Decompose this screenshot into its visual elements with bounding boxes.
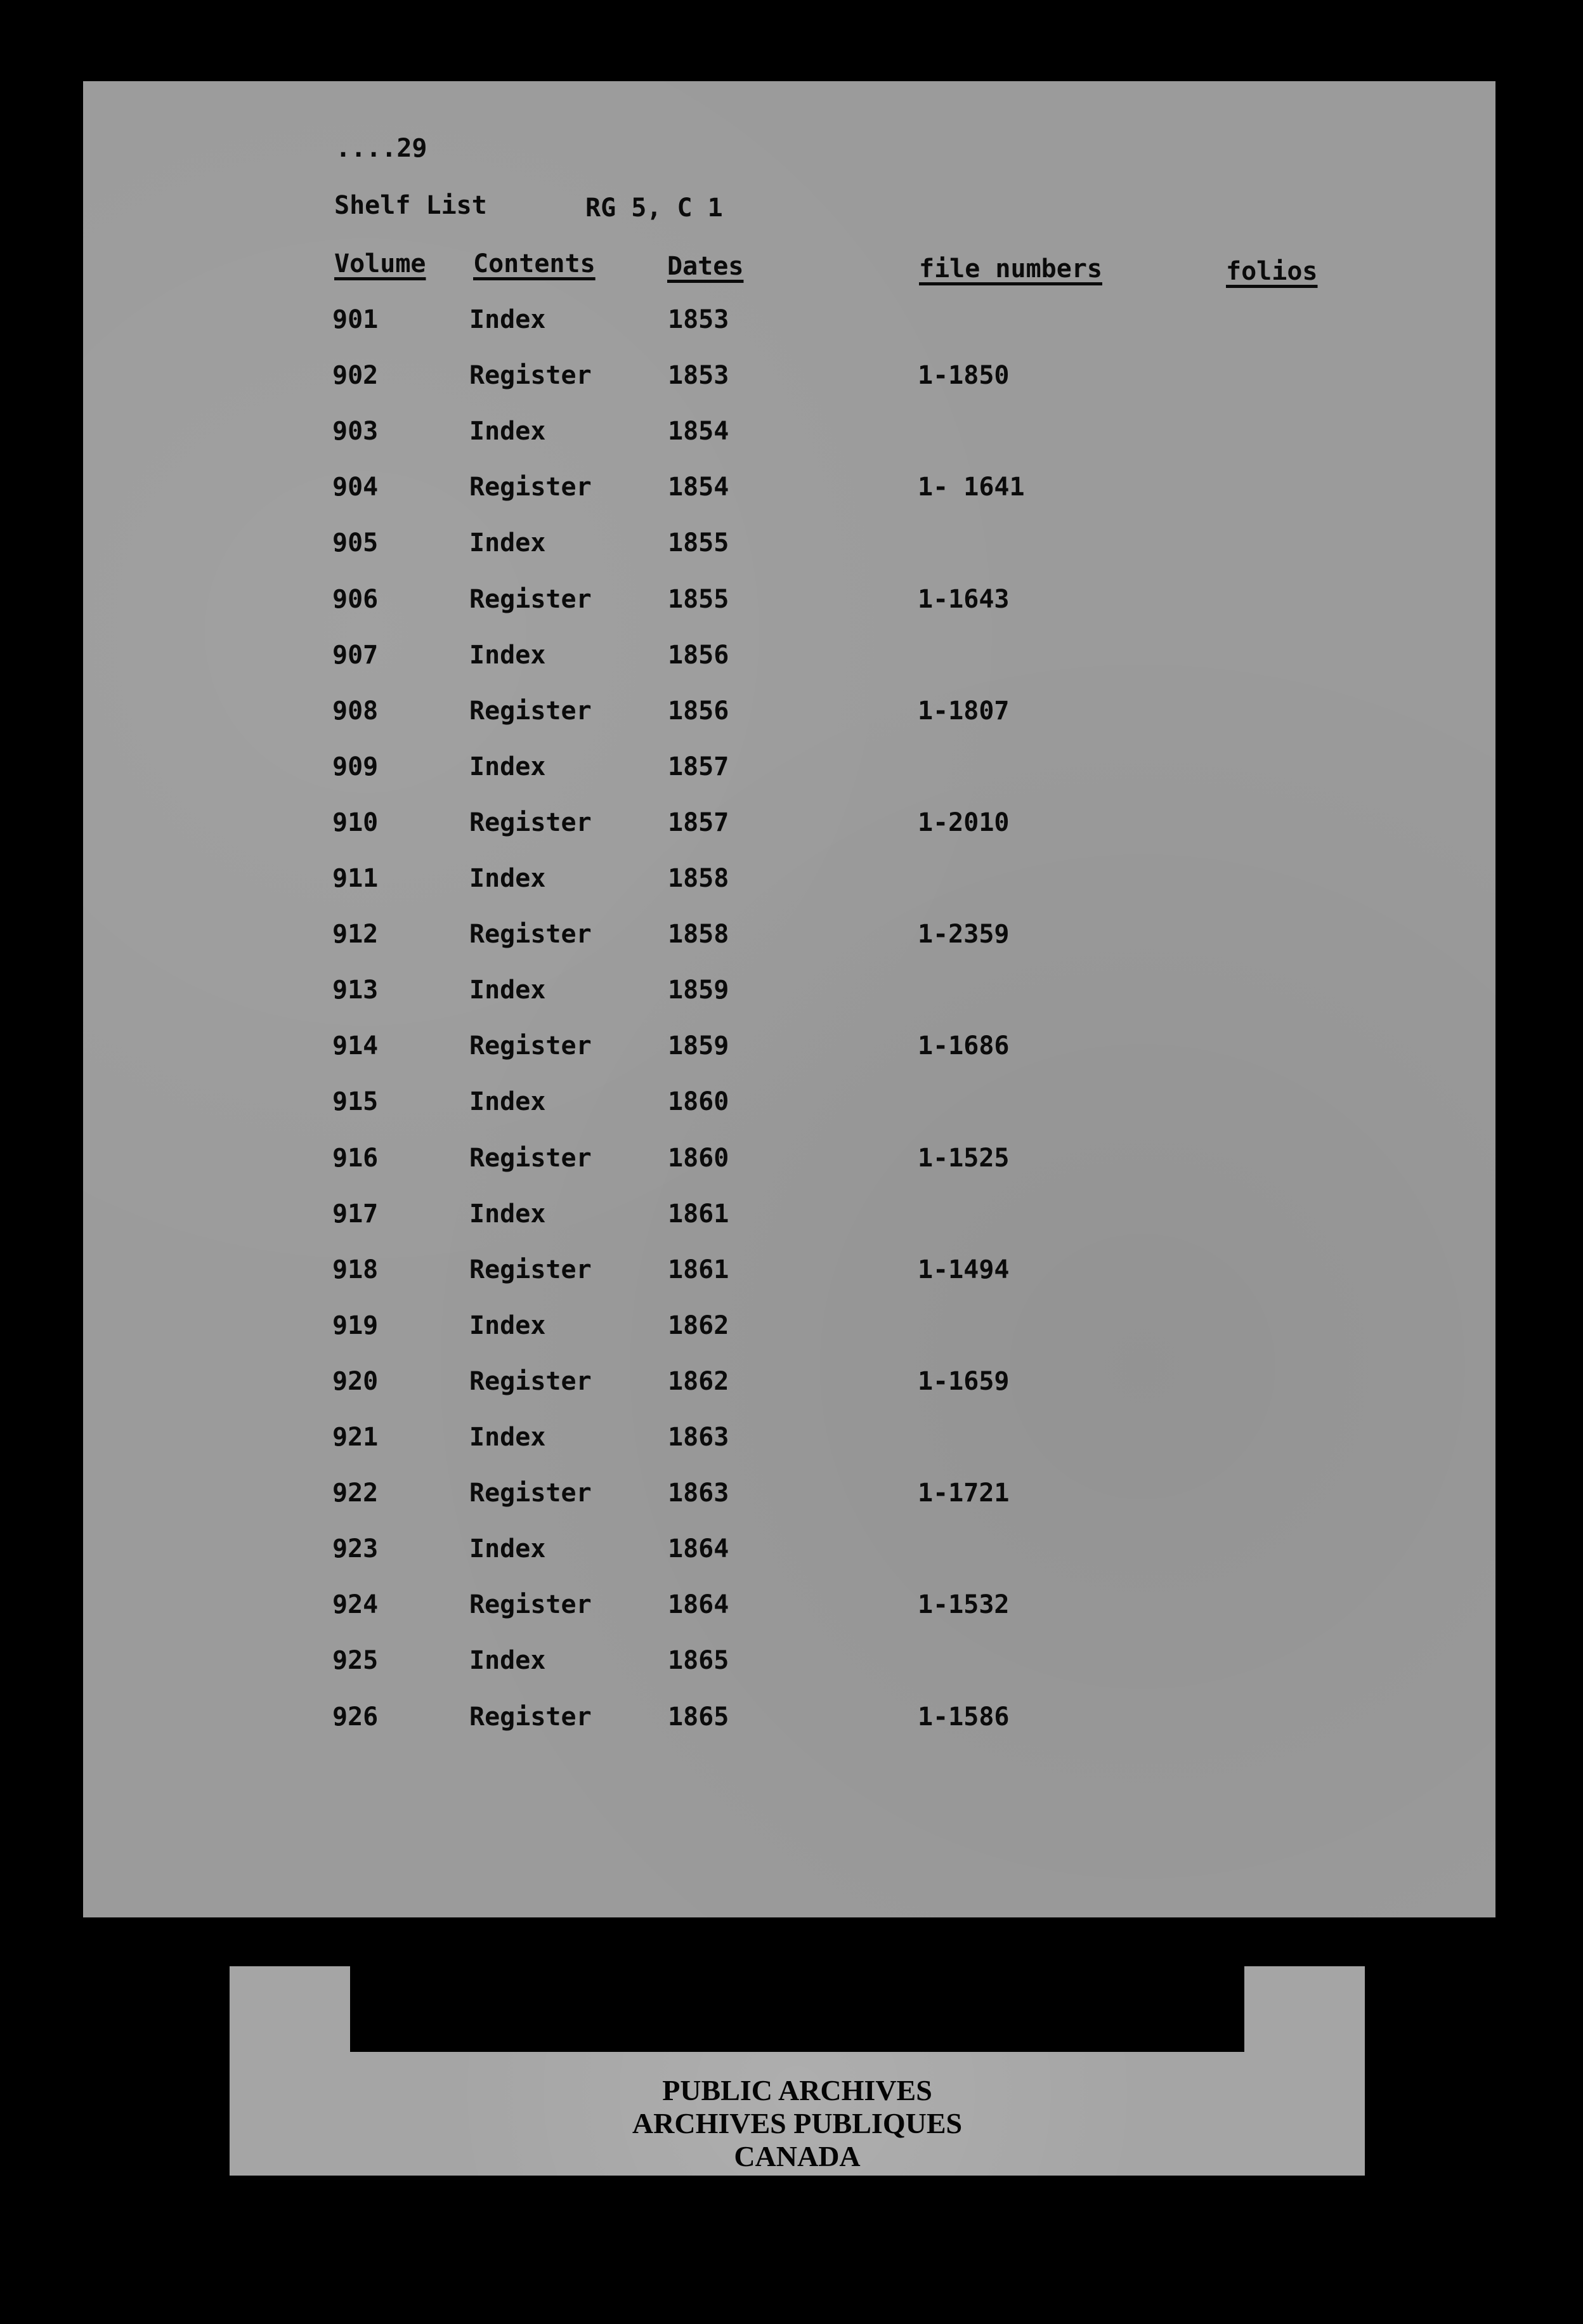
table-row [83, 750, 1495, 788]
table-row [83, 359, 1495, 397]
volume-cell: 914 [332, 1031, 379, 1061]
contents-cell: Index [469, 1646, 546, 1675]
dates-cell: 1853 [668, 305, 729, 334]
table-row [83, 526, 1495, 565]
table-row [83, 1588, 1495, 1626]
volume-cell: 918 [332, 1255, 379, 1284]
volume-cell: 906 [332, 585, 379, 614]
contents-cell: Index [469, 864, 546, 893]
dates-cell: 1861 [668, 1255, 729, 1284]
file-numbers-cell: 1-2010 [918, 808, 1010, 837]
dates-cell: 1865 [668, 1646, 729, 1675]
contents-cell: Index [469, 752, 546, 781]
contents-cell: Register [469, 1255, 592, 1284]
file-numbers-cell: 1-1532 [918, 1590, 1010, 1619]
header-file-numbers: file numbers [919, 254, 1102, 284]
contents-cell: Index [469, 1534, 546, 1563]
contents-cell: Register [469, 1479, 592, 1508]
table-row [83, 303, 1495, 341]
dates-cell: 1856 [668, 641, 729, 670]
table-row [83, 806, 1495, 844]
volume-cell: 923 [332, 1534, 379, 1563]
dates-cell: 1855 [668, 528, 729, 558]
stamp-line-3: CANADA [734, 2140, 861, 2172]
dates-cell: 1865 [668, 1702, 729, 1732]
table-row [83, 1029, 1495, 1067]
table-row [83, 471, 1495, 509]
dates-cell: 1854 [668, 473, 729, 502]
table-row [83, 1309, 1495, 1347]
dates-cell: 1858 [668, 864, 729, 893]
dates-cell: 1856 [668, 696, 729, 726]
dates-cell: 1857 [668, 808, 729, 837]
dates-cell: 1859 [668, 1031, 729, 1061]
contents-cell: Index [469, 641, 546, 670]
volume-cell: 909 [332, 752, 379, 781]
file-numbers-cell: 1-1494 [918, 1255, 1010, 1284]
dates-cell: 1854 [668, 417, 729, 446]
contents-cell: Register [469, 1144, 592, 1173]
contents-cell: Index [469, 1199, 546, 1229]
document-page [83, 81, 1495, 1917]
dates-cell: 1861 [668, 1199, 729, 1229]
contents-cell: Register [469, 1590, 592, 1619]
table-row [83, 583, 1495, 621]
dates-cell: 1859 [668, 976, 729, 1005]
table-row [83, 1644, 1495, 1682]
table-row [83, 1532, 1495, 1570]
page-marker: ....29 [335, 134, 427, 163]
file-numbers-cell: 1-1525 [918, 1144, 1010, 1173]
contents-cell: Index [469, 976, 546, 1005]
contents-cell: Register [469, 696, 592, 726]
volume-cell: 922 [332, 1479, 379, 1508]
table-row [83, 415, 1495, 453]
header-folios: folios [1226, 257, 1318, 286]
contents-cell: Register [469, 361, 592, 390]
table-row [83, 1198, 1495, 1236]
table-row [83, 862, 1495, 900]
dates-cell: 1863 [668, 1479, 729, 1508]
file-numbers-cell: 1-1807 [918, 696, 1010, 726]
volume-cell: 915 [332, 1087, 379, 1116]
file-numbers-cell: 1-1721 [918, 1479, 1010, 1508]
dates-cell: 1862 [668, 1311, 729, 1340]
header-volume: Volume [334, 249, 426, 278]
volume-cell: 907 [332, 641, 379, 670]
volume-cell: 926 [332, 1702, 379, 1732]
dates-cell: 1857 [668, 752, 729, 781]
table-row [83, 1085, 1495, 1123]
contents-cell: Index [469, 1423, 546, 1452]
volume-cell: 921 [332, 1423, 379, 1452]
header-dates: Dates [667, 252, 744, 281]
dates-cell: 1864 [668, 1590, 729, 1619]
table-row [83, 974, 1495, 1012]
file-numbers-cell: 1- 1641 [918, 473, 1025, 502]
file-numbers-cell: 1-1659 [918, 1367, 1010, 1396]
dates-cell: 1860 [668, 1144, 729, 1173]
volume-cell: 905 [332, 528, 379, 558]
volume-cell: 903 [332, 417, 379, 446]
table-row [83, 1142, 1495, 1180]
file-numbers-cell: 1-1850 [918, 361, 1010, 390]
header-contents: Contents [473, 249, 596, 278]
dates-cell: 1862 [668, 1367, 729, 1396]
volume-cell: 910 [332, 808, 379, 837]
volume-cell: 901 [332, 305, 379, 334]
volume-cell: 902 [332, 361, 379, 390]
record-group: RG 5, C 1 [585, 193, 723, 223]
file-numbers-cell: 1-1643 [918, 585, 1010, 614]
contents-cell: Register [469, 585, 592, 614]
dates-cell: 1864 [668, 1534, 729, 1563]
table-row [83, 695, 1495, 733]
dates-cell: 1863 [668, 1423, 729, 1452]
contents-cell: Register [469, 1702, 592, 1732]
file-numbers-cell: 1-2359 [918, 920, 1010, 949]
stamp-line-2: ARCHIVES PUBLIQUES [632, 2107, 963, 2139]
table-row [83, 1477, 1495, 1515]
contents-cell: Index [469, 1087, 546, 1116]
stamp-text [230, 2074, 1365, 2173]
stamp-black-bar [350, 1966, 1244, 2052]
table-row [83, 639, 1495, 677]
volume-cell: 904 [332, 473, 379, 502]
archives-stamp [230, 1966, 1365, 2176]
volume-cell: 924 [332, 1590, 379, 1619]
dates-cell: 1853 [668, 361, 729, 390]
contents-cell: Index [469, 528, 546, 558]
dates-cell: 1858 [668, 920, 729, 949]
contents-cell: Register [469, 473, 592, 502]
table-row [83, 1365, 1495, 1403]
dates-cell: 1860 [668, 1087, 729, 1116]
list-title: Shelf List [334, 191, 487, 220]
volume-cell: 917 [332, 1199, 379, 1229]
volume-cell: 919 [332, 1311, 379, 1340]
volume-cell: 908 [332, 696, 379, 726]
table-row [83, 918, 1495, 956]
contents-cell: Register [469, 1367, 592, 1396]
contents-cell: Index [469, 417, 546, 446]
stamp-line-1: PUBLIC ARCHIVES [662, 2074, 932, 2106]
file-numbers-cell: 1-1586 [918, 1702, 1010, 1732]
volume-cell: 913 [332, 976, 379, 1005]
table-row [83, 1701, 1495, 1739]
contents-cell: Register [469, 920, 592, 949]
contents-cell: Index [469, 1311, 546, 1340]
volume-cell: 911 [332, 864, 379, 893]
volume-cell: 916 [332, 1144, 379, 1173]
dates-cell: 1855 [668, 585, 729, 614]
contents-cell: Register [469, 1031, 592, 1061]
contents-cell: Index [469, 305, 546, 334]
volume-cell: 912 [332, 920, 379, 949]
table-row [83, 1421, 1495, 1459]
file-numbers-cell: 1-1686 [918, 1031, 1010, 1061]
volume-cell: 925 [332, 1646, 379, 1675]
volume-cell: 920 [332, 1367, 379, 1396]
contents-cell: Register [469, 808, 592, 837]
table-row [83, 1253, 1495, 1291]
